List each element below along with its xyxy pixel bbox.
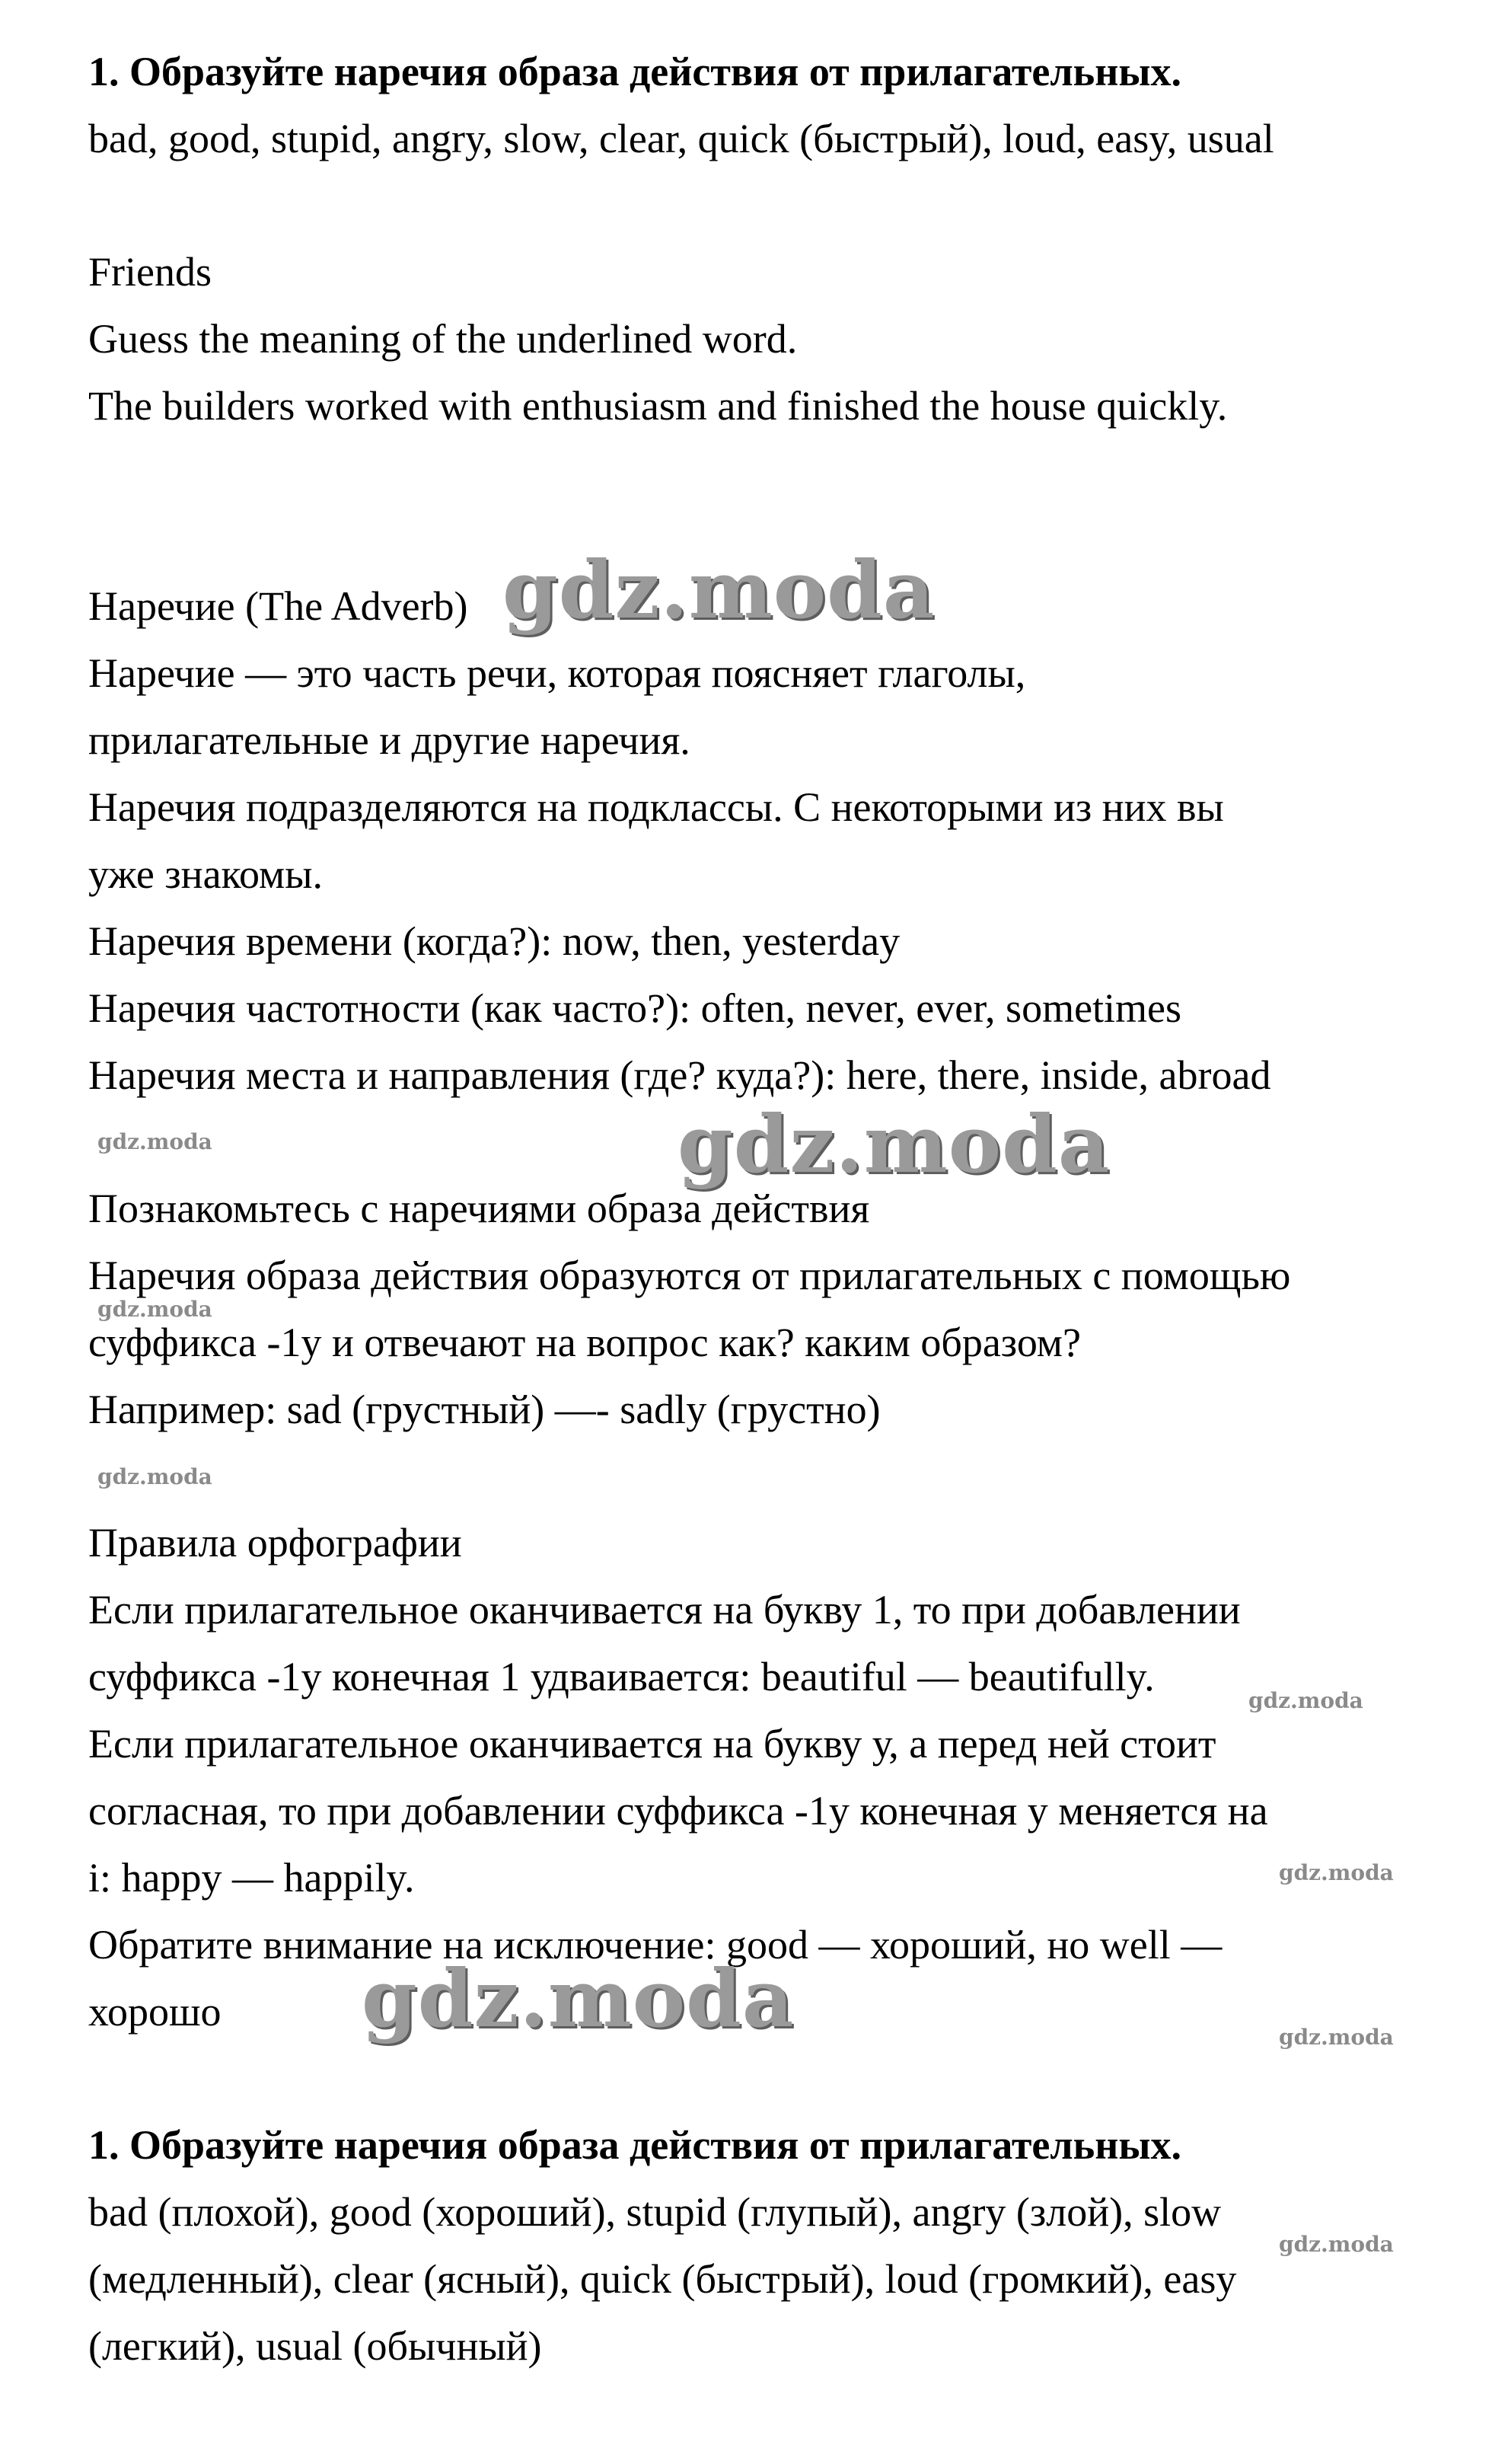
spelling-rule-2c: i: happy — happily. xyxy=(88,1855,415,1901)
manner-example: Например: sad (грустный) —- sadly (грустно) xyxy=(88,1387,881,1432)
manner-rule-1: Наречия образа действия образуются от прилагательных с помощью xyxy=(88,1253,1291,1298)
answer-line-2: (медленный), clear (ясный), quick (быстрый), loud (громкий), easy xyxy=(88,2256,1237,2302)
adverb-heading: Наречие (The Adverb) xyxy=(88,583,468,629)
exception-line-2: хорошо xyxy=(88,1989,222,2035)
subclasses-line-1: Наречия подразделяются на подклассы. С некоторыми из них вы xyxy=(88,784,1224,830)
watermark-small: gdz.moda xyxy=(97,1464,212,1489)
adverb-definition-2: прилагательные и другие наречия. xyxy=(88,717,690,763)
adverb-definition-1: Наречие — это часть речи, которая поясняет глаголы, xyxy=(88,650,1026,696)
watermark-small: gdz.moda xyxy=(1279,1860,1394,1885)
watermark-small: gdz.moda xyxy=(1248,1688,1363,1713)
spelling-rule-2b: согласная, то при добавлении суффикса -1у конечная у меняется на xyxy=(88,1788,1268,1834)
watermark-large: gdz.moda xyxy=(502,543,936,637)
answer-line-1: bad (плохой), good (хороший), stupid (глупый), angry (злой), slow xyxy=(88,2189,1222,2235)
exercise-title: 1. Образуйте наречия образа действия от прилагательных. xyxy=(88,49,1181,94)
place-adverbs: Наречия места и направления (где? куда?): here, there, inside, abroad xyxy=(88,1052,1271,1098)
section-friends: Friends xyxy=(88,249,212,295)
watermark-small: gdz.moda xyxy=(1279,2025,1394,2050)
manner-rule-2: суффикса -1у и отвечают на вопрос как? каким образом? xyxy=(88,1320,1081,1365)
subclasses-line-2: уже знакомы. xyxy=(88,851,323,897)
watermark-small: gdz.moda xyxy=(97,1129,212,1154)
spelling-rule-2a: Если прилагательное оканчивается на букву у, а перед ней стоит xyxy=(88,1721,1216,1767)
spelling-heading: Правила орфографии xyxy=(88,1520,462,1566)
watermark-large: gdz.moda xyxy=(677,1097,1111,1191)
spelling-rule-1a: Если прилагательное оканчивается на букву 1, то при добавлении xyxy=(88,1587,1241,1633)
watermark-small: gdz.moda xyxy=(97,1297,212,1322)
guess-instruction: Guess the meaning of the underlined word. xyxy=(88,316,798,362)
exception-line-1: Обратите внимание на исключение: good — хороший, но well — xyxy=(88,1922,1223,1968)
time-adverbs: Наречия времени (когда?): now, then, yesterday xyxy=(88,918,901,964)
answer-line-3: (легкий), usual (обычный) xyxy=(88,2323,542,2369)
answer-title: 1. Образуйте наречия образа действия от прилагательных. xyxy=(88,2122,1181,2168)
spelling-rule-1b: суффикса -1у конечная 1 удваивается: beautiful — beautifully. xyxy=(88,1654,1155,1700)
example-sentence: The builders worked with enthusiasm and finished the house quickly. xyxy=(88,383,1228,429)
adjective-list: bad, good, stupid, angry, slow, clear, quick (быстрый), loud, easy, usual xyxy=(88,116,1274,161)
watermark-large: gdz.moda xyxy=(362,1952,795,2045)
manner-heading: Познакомьтесь с наречиями образа действия xyxy=(88,1186,870,1231)
watermark-small: gdz.moda xyxy=(1279,2232,1394,2257)
frequency-adverbs: Наречия частотности (как часто?): often, never, ever, sometimes xyxy=(88,985,1182,1031)
